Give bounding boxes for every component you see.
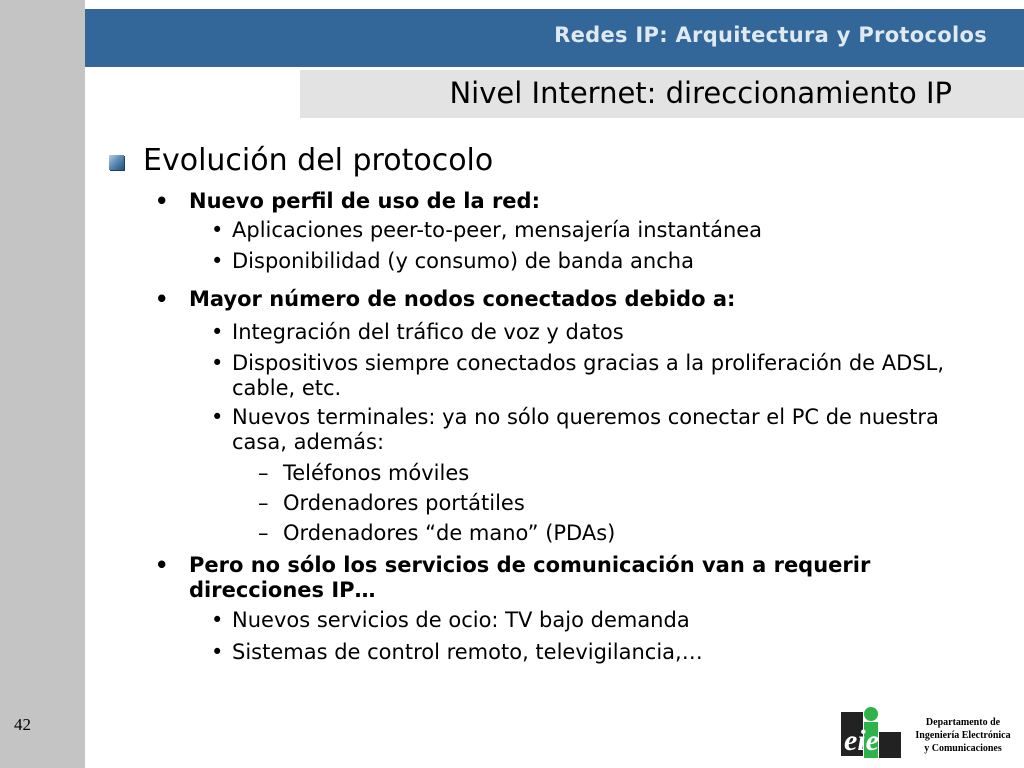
logo-block-right	[879, 732, 901, 758]
department-name	[904, 716, 1022, 755]
bullet-dot-icon: •	[155, 287, 169, 311]
dash-bullet-icon: –	[258, 521, 269, 545]
department-line: y Comunicaciones	[924, 743, 1002, 754]
bullet-dot-icon: •	[211, 405, 224, 429]
slide-title-box	[300, 70, 1024, 118]
page-number: 42	[14, 715, 31, 734]
list-item: Nuevos servicios de ocio: TV bajo demanda	[232, 608, 690, 632]
slide-title: Nivel Internet: direccionamiento IP	[449, 76, 952, 110]
header-bar	[85, 9, 1024, 67]
list-item: Aplicaciones peer-to-peer, mensajería instantánea	[232, 218, 763, 242]
section-title: Mayor número de nodos conectados debido a:	[189, 287, 736, 311]
slide-heading: Evolución del protocolo	[143, 143, 494, 178]
bullet-dot-icon: •	[211, 351, 224, 375]
sub-list-item: Ordenadores “de mano” (PDAs)	[283, 521, 616, 545]
logo-dot-green	[864, 707, 878, 721]
sub-list-item: Teléfonos móviles	[283, 461, 470, 485]
section-title: Pero no sólo los servicios de comunicación van a requerir direcciones IP…	[189, 553, 871, 602]
list-item: Dispositivos siempre conectados gracias a la proliferación de ADSL, cable, etc.	[232, 351, 945, 400]
bullet-dot-icon: •	[211, 249, 224, 273]
left-sidebar	[0, 0, 85, 768]
bullet-dot-icon: •	[211, 320, 224, 344]
bullet-dot-icon: •	[211, 218, 224, 242]
course-title: Redes IP: Arquitectura y Protocolos	[554, 23, 987, 47]
bullet-dot-icon: •	[211, 608, 224, 632]
department-logo	[840, 706, 904, 760]
logo-letters: eie	[844, 724, 879, 757]
list-item: Integración del tráfico de voz y datos	[232, 320, 624, 344]
list-item: Nuevos terminales: ya no sólo queremos conectar el PC de nuestra casa, además:	[232, 405, 939, 454]
department-line: Departamento de	[925, 717, 1001, 728]
department-line: Ingeniería Electrónica	[915, 730, 1011, 741]
bullet-dot-icon: •	[211, 640, 224, 664]
dash-bullet-icon: –	[258, 461, 269, 485]
bullet-dot-icon: •	[155, 553, 169, 577]
section-title: Nuevo perfil de uso de la red:	[189, 189, 540, 213]
bullet-dot-icon: •	[155, 189, 169, 213]
sub-list-item: Ordenadores portátiles	[283, 491, 525, 515]
list-item: Sistemas de control remoto, televigilancia,…	[232, 640, 703, 664]
dash-bullet-icon: –	[258, 491, 269, 515]
square-bullet-icon	[109, 155, 124, 170]
list-item: Disponibilidad (y consumo) de banda ancha	[232, 249, 694, 273]
